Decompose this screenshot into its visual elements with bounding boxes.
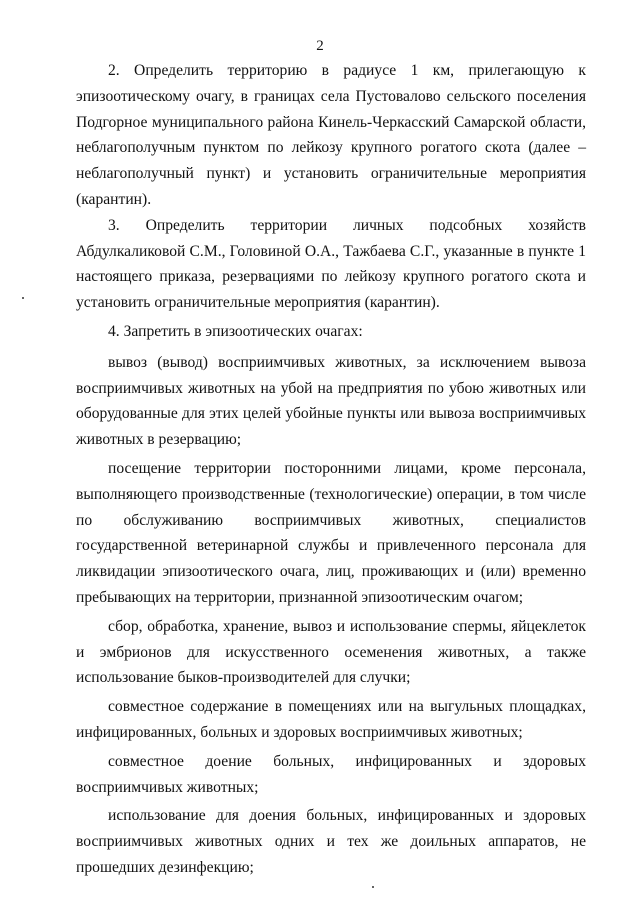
prohibition-sperm-collection: сбор, обработка, хранение, вывоз и использование спермы, яйцеклеток и эмбрионов для искусственного осеменения животных, а также использование быков-производителей для случки; [76, 617, 586, 687]
scan-speck [372, 886, 374, 888]
paragraph-item-2: 2. Определить территорию в радиусе 1 км, прилегающую к эпизоотическому очагу, в границах села Пустовалово сельского поселения Подгорное муниципального района Кинель-Черкасский Самарской области, неблагополучным пунктом по лейкозу крупного рогатого скота (далее – неблагополучный пункт) и установить ограничительные мероприятия (карантин). [76, 62, 586, 208]
prohibition-export-animals: вывоз (вывод) восприимчивых животных, за исключением вывоза восприимчивых животных на убой на предприятия по убою животных или оборудованные для этих целей убойные пункты или вывоза восприимчивых животных в резервацию; [76, 353, 586, 449]
prohibition-visiting-territory: посещение территории посторонними лицами, кроме персонала, выполняющего производственные (технологические) операции, в том числе по обслуживанию восприимчивых животных, специалистов государственной ветеринарной службы и привлеченного персонала для ликвидации эпизоотического очага, лиц, проживающих и (или) временно пребывающих на территории, признанной эпизоотическим очагом; [76, 459, 586, 606]
prohibition-joint-keeping: совместное содержание в помещениях или на выгульных площадках, инфицированных, больных и здоровых восприимчивых животных; [76, 698, 586, 741]
paragraph-item-4-heading: 4. Запретить в эпизоотических очагах: [108, 322, 363, 340]
prohibition-shared-milking-equipment: использование для доения больных, инфицированных и здоровых восприимчивых животных одних и тех же доильных аппаратов, не прошедших дезинфекцию; [76, 807, 586, 876]
document-body [76, 58, 586, 881]
page-number: 2 [316, 38, 324, 54]
paragraph-item-3: 3. Определить территории личных подсобных хозяйств Абдулкаликовой С.М., Головиной О.А., Тажбаева С.Г., указанные в пункте 1 настоящего приказа, резервациями по лейкозу крупного рогатого скота и установить ограничительные мероприятия (карантин). [76, 216, 586, 312]
scan-speck [22, 297, 24, 299]
prohibition-joint-milking: совместное доение больных, инфицированных и здоровых восприимчивых животных; [76, 752, 586, 796]
